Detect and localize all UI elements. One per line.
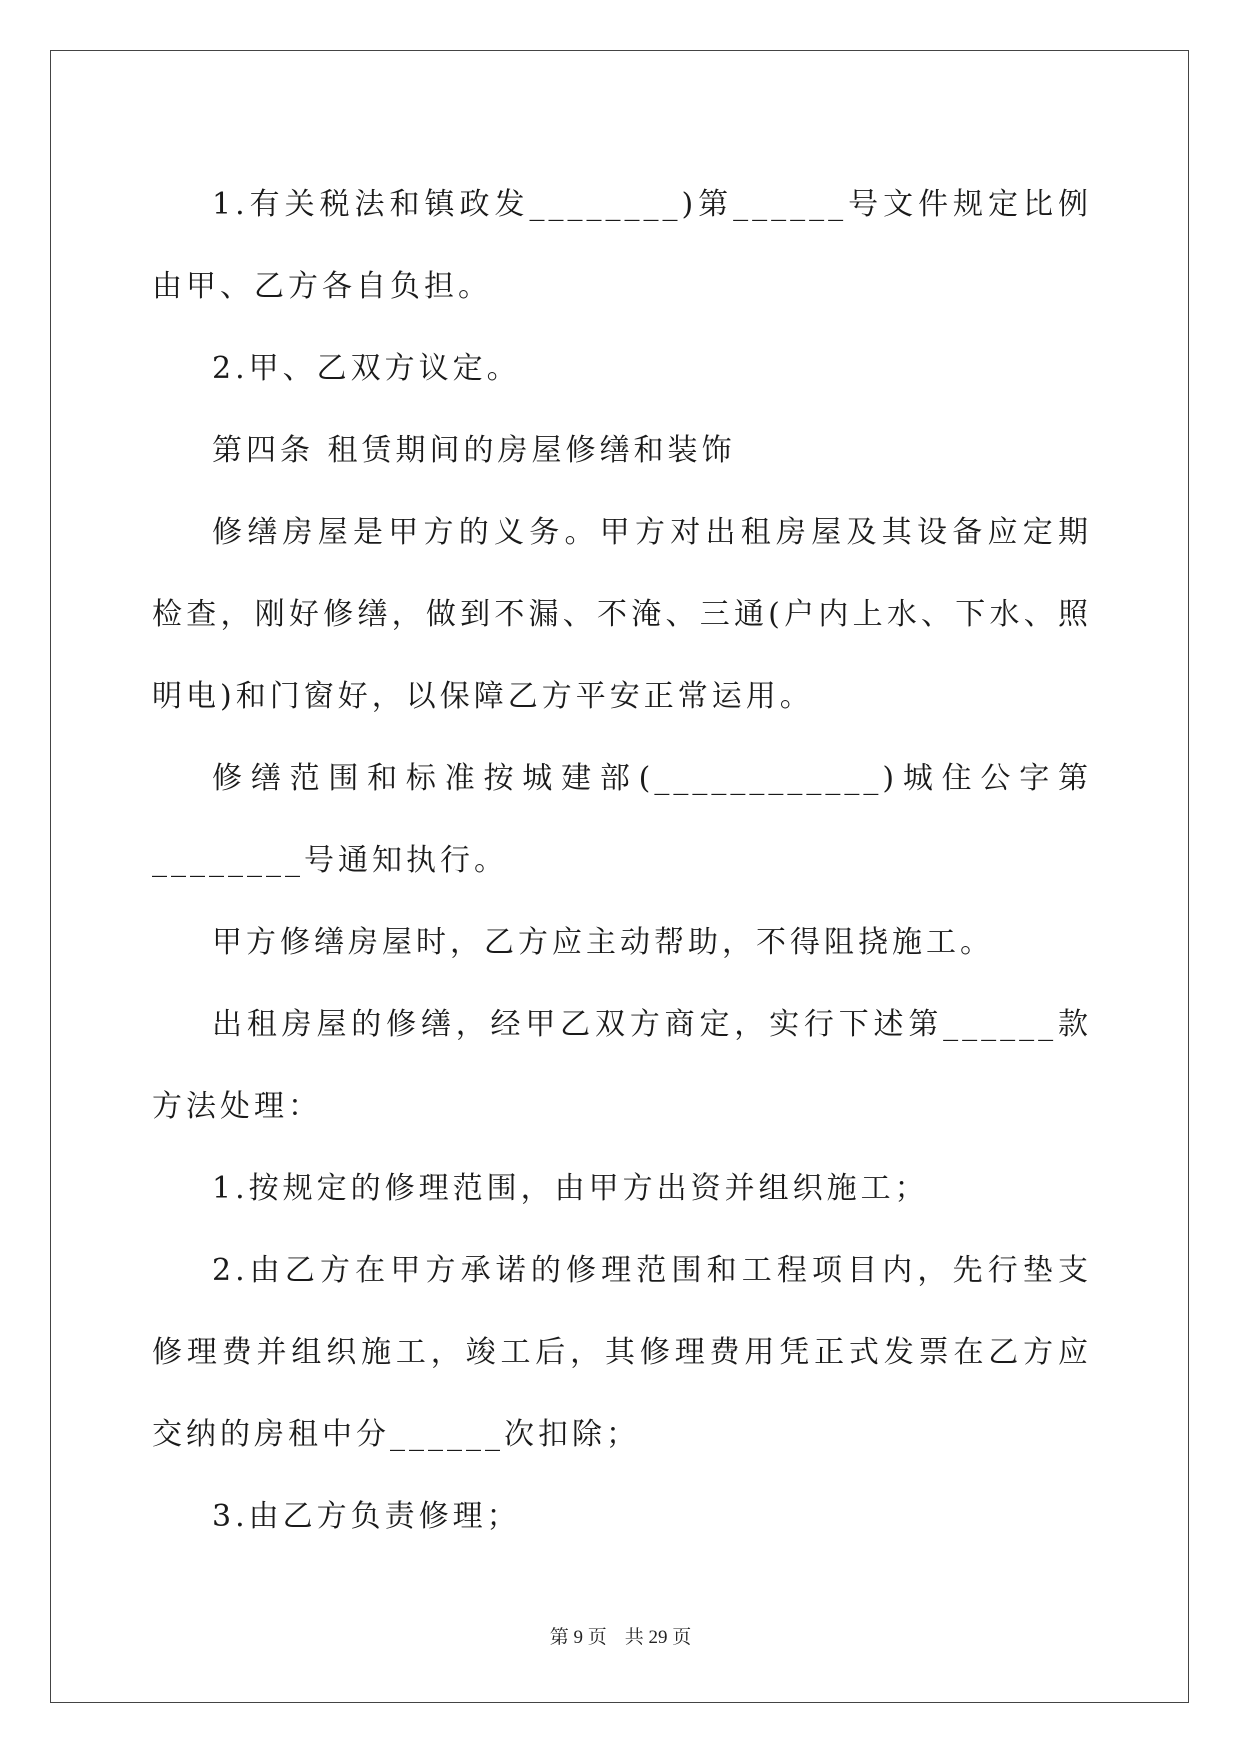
page-footer — [0, 1622, 1241, 1649]
paragraph-tax-clause-2: 2.甲、乙双方议定。 — [212, 351, 521, 386]
paragraph-method-option-3: 3.由乙方负责修理； — [212, 1499, 521, 1534]
page-number: 第 9 页 — [549, 1627, 607, 1648]
paragraph-tax-clause-1: 1.有关税法和镇政发________)第______号文件规定比例由甲、乙方各自负担。 — [152, 187, 1092, 304]
paragraph-repair-method: 出租房屋的修缮，经甲乙双方商定，实行下述第______款方法处理： — [152, 1007, 1092, 1124]
paragraph-repair-standard: 修缮范围和标准按城建部(____________)城住公字第________号通知执行。 — [152, 761, 1092, 878]
page-total: 共 29 页 — [624, 1627, 692, 1648]
document-body — [152, 164, 1092, 1558]
paragraph-repair-duty: 修缮房屋是甲方的义务。甲方对出租房屋及其设备应定期检查，刚好修缮，做到不漏、不淹、三通(户内上水、下水、照明电)和门窗好，以保障乙方平安正常运用。 — [152, 515, 1092, 714]
paragraph-method-option-2: 2.由乙方在甲方承诺的修理范围和工程项目内，先行垫支修理费并组织施工，竣工后，其修理费用凭正式发票在乙方应交纳的房租中分______次扣除； — [152, 1253, 1092, 1452]
paragraph-method-option-1: 1.按规定的修理范围，由甲方出资并组织施工； — [212, 1171, 929, 1206]
paragraph-repair-cooperation: 甲方修缮房屋时，乙方应主动帮助，不得阻挠施工。 — [212, 925, 994, 960]
section-heading-article-4: 第四条 租赁期间的房屋修缮和装饰 — [212, 433, 736, 468]
